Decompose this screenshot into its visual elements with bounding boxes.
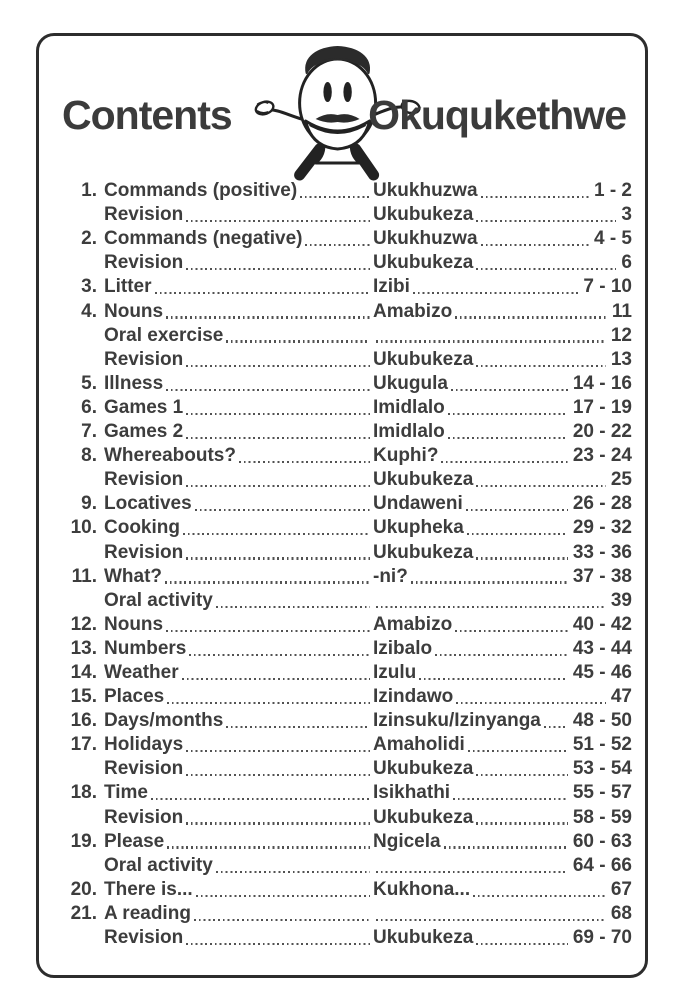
- dot-leader: [435, 654, 568, 656]
- row-page-range: 51 - 52: [572, 734, 632, 756]
- row-zulu: Izibi: [373, 276, 410, 298]
- dot-leader: [476, 774, 568, 776]
- row-number: 18.: [70, 782, 97, 804]
- row-number: 7.: [81, 421, 97, 443]
- row-number: 8.: [81, 445, 97, 467]
- dot-leader: [165, 581, 370, 583]
- toc-row: [59, 444, 632, 468]
- row-page-range: 26 - 28: [572, 493, 632, 515]
- row-title: Oral activity: [104, 854, 213, 876]
- row-page-range: 3: [621, 204, 632, 226]
- row-title: Days/months: [104, 710, 224, 732]
- row-zulu-section: [373, 275, 632, 299]
- row-zulu-section: [373, 251, 632, 275]
- dot-leader: [216, 871, 370, 873]
- dot-leader: [476, 365, 606, 367]
- row-zulu: Izindawo: [373, 686, 454, 708]
- row-page-range: 69 - 70: [572, 927, 632, 948]
- row-zulu-section: [373, 685, 632, 709]
- dot-leader: [216, 606, 370, 608]
- row-number: 6.: [81, 396, 97, 418]
- row-zulu-section: [373, 589, 632, 613]
- row-title: Oral activity: [104, 589, 213, 611]
- toc-row: [59, 926, 632, 950]
- row-page-range: 13: [610, 348, 632, 370]
- row-title: Commands (positive): [104, 180, 298, 202]
- dot-leader: [476, 943, 568, 945]
- row-zulu-section: [373, 637, 632, 661]
- row-page-range: 7 - 10: [583, 276, 632, 298]
- row-zulu: Ukubukeza: [373, 541, 474, 563]
- row-title: Revision: [104, 469, 184, 491]
- toc-row: [59, 492, 632, 516]
- dot-leader: [305, 244, 370, 246]
- row-title: Revision: [104, 927, 184, 948]
- row-number: 9.: [81, 493, 97, 515]
- row-number: 20.: [70, 878, 97, 900]
- row-number: 14.: [70, 661, 97, 683]
- dot-leader: [476, 268, 616, 270]
- row-zulu: Amabizo: [373, 613, 453, 635]
- dot-leader: [476, 557, 568, 559]
- row-title: What?: [104, 565, 163, 587]
- row-zulu: Imidlalo: [373, 421, 445, 443]
- dot-leader: [455, 630, 568, 632]
- toc-row: [59, 902, 632, 926]
- row-number: 11.: [71, 565, 97, 587]
- row-page-range: 17 - 19: [572, 396, 632, 418]
- row-title: Games 2: [104, 421, 184, 443]
- row-page-range: 48 - 50: [572, 710, 632, 732]
- row-page-range: 60 - 63: [572, 830, 632, 852]
- toc-row: [59, 709, 632, 733]
- toc-row: [59, 251, 632, 275]
- row-zulu-section: [373, 854, 632, 878]
- row-zulu-section: [373, 781, 632, 805]
- row-zulu: Ukubukeza: [373, 204, 474, 226]
- row-number: 21.: [70, 902, 97, 924]
- toc-row: [59, 348, 632, 372]
- row-zulu: Isikhathi: [373, 782, 451, 804]
- row-page-range: 37 - 38: [572, 565, 632, 587]
- row-title: Nouns: [104, 613, 164, 635]
- row-title: Oral exercise: [104, 324, 224, 346]
- dot-leader: [376, 340, 606, 342]
- dot-leader: [186, 268, 370, 270]
- toc-row: [59, 324, 632, 348]
- dot-leader: [186, 365, 370, 367]
- dot-leader: [466, 509, 568, 511]
- row-zulu-section: [373, 709, 632, 733]
- row-title: There is...: [104, 878, 193, 900]
- dot-leader: [411, 581, 568, 583]
- row-page-range: 12: [610, 324, 632, 346]
- row-zulu-section: [373, 541, 632, 565]
- row-number: 10.: [70, 517, 97, 539]
- toc-row: [59, 854, 632, 878]
- row-zulu-section: [373, 300, 632, 324]
- row-zulu-section: [373, 468, 632, 492]
- row-title: Please: [104, 830, 165, 852]
- dot-leader: [166, 630, 370, 632]
- row-title: Holidays: [104, 734, 184, 756]
- row-number: 15.: [70, 686, 97, 708]
- toc-row: [59, 661, 632, 685]
- row-title: Cooking: [104, 517, 180, 539]
- header: [39, 36, 645, 186]
- row-page-range: 14 - 16: [572, 372, 632, 394]
- row-zulu-section: [373, 420, 632, 444]
- dot-leader: [167, 702, 370, 704]
- row-page-range: 43 - 44: [572, 637, 632, 659]
- dot-leader: [376, 919, 606, 921]
- row-zulu: Izibalo: [373, 637, 433, 659]
- row-title: Revision: [104, 348, 184, 370]
- toc-row: [59, 613, 632, 637]
- dot-leader: [376, 871, 568, 873]
- dot-leader: [167, 846, 370, 848]
- row-page-range: 67: [610, 878, 632, 900]
- dot-leader: [448, 413, 568, 415]
- row-zulu: Amaholidi: [373, 734, 465, 756]
- row-zulu: Ukukhuzwa: [373, 180, 478, 202]
- dot-leader: [186, 413, 370, 415]
- dot-leader: [182, 678, 370, 680]
- row-zulu: Ukubukeza: [373, 252, 474, 274]
- row-title: Revision: [104, 806, 184, 828]
- row-page-range: 64 - 66: [572, 854, 632, 876]
- dot-leader: [186, 557, 370, 559]
- toc-row: [59, 589, 632, 613]
- row-zulu-section: [373, 179, 632, 203]
- dot-leader: [476, 485, 606, 487]
- row-title: Illness: [104, 372, 164, 394]
- row-zulu-section: [373, 227, 632, 251]
- row-title: Weather: [104, 661, 179, 683]
- row-zulu: Izinsuku/Izinyanga: [373, 710, 541, 732]
- dot-leader: [196, 895, 370, 897]
- row-title: Whereabouts?: [104, 445, 236, 467]
- row-page-range: 29 - 32: [572, 517, 632, 539]
- dot-leader: [186, 437, 370, 439]
- dot-leader: [189, 654, 370, 656]
- row-page-range: 45 - 46: [572, 661, 632, 683]
- row-page-range: 4 - 5: [593, 228, 632, 250]
- row-zulu-section: [373, 492, 632, 516]
- row-zulu-section: [373, 613, 632, 637]
- dot-leader: [183, 533, 370, 535]
- row-page-range: 33 - 36: [572, 541, 632, 563]
- row-number: 12.: [70, 613, 97, 635]
- row-zulu-section: [373, 902, 632, 926]
- toc-row: [59, 540, 632, 564]
- row-zulu-section: [373, 926, 632, 950]
- row-page-range: 39: [610, 589, 632, 611]
- row-page-range: 55 - 57: [572, 782, 632, 804]
- toc-row: [59, 830, 632, 854]
- dot-leader: [186, 943, 370, 945]
- dot-leader: [451, 389, 568, 391]
- row-title: Revision: [104, 204, 184, 226]
- row-zulu: Ukukhuzwa: [373, 228, 478, 250]
- row-page-range: 25: [610, 469, 632, 491]
- toc-row: [59, 805, 632, 829]
- dot-leader: [300, 196, 370, 198]
- row-page-range: 58 - 59: [572, 806, 632, 828]
- dot-leader: [455, 316, 607, 318]
- page-border-frame: [36, 33, 648, 978]
- row-page-range: 23 - 24: [572, 445, 632, 467]
- dot-leader: [376, 606, 606, 608]
- row-number: 2.: [81, 228, 97, 250]
- row-zulu: Ngicela: [373, 830, 441, 852]
- dot-leader: [468, 750, 568, 752]
- row-page-range: 11: [611, 300, 632, 322]
- row-page-range: 68: [610, 902, 632, 924]
- row-zulu: Kuphi?: [373, 445, 439, 467]
- row-zulu-section: [373, 372, 632, 396]
- dot-leader: [467, 533, 568, 535]
- row-zulu-section: [373, 348, 632, 372]
- dot-leader: [186, 485, 370, 487]
- row-title: Revision: [104, 541, 184, 563]
- dot-leader: [186, 750, 370, 752]
- dot-leader: [226, 340, 370, 342]
- dot-leader: [419, 678, 568, 680]
- dot-leader: [186, 220, 370, 222]
- dot-leader: [448, 437, 568, 439]
- toc-row: [59, 275, 632, 299]
- row-zulu: Undaweni: [373, 493, 463, 515]
- dot-leader: [476, 220, 616, 222]
- row-number: 17.: [70, 734, 97, 756]
- row-zulu: Ukubukeza: [373, 927, 474, 948]
- page-title-zulu: Okuqukethwe: [368, 92, 626, 138]
- row-zulu-section: [373, 806, 632, 830]
- toc-row: [59, 420, 632, 444]
- row-zulu-section: [373, 661, 632, 685]
- toc-row: [59, 757, 632, 781]
- row-zulu: Ukugula: [373, 372, 448, 394]
- row-zulu: Amabizo: [373, 300, 453, 322]
- row-title: Revision: [104, 758, 184, 780]
- dot-leader: [453, 798, 568, 800]
- toc-row: [59, 878, 632, 902]
- dot-leader: [456, 702, 606, 704]
- row-zulu-section: [373, 444, 632, 468]
- row-number: 4.: [81, 300, 97, 322]
- row-zulu-section: [373, 396, 632, 420]
- row-title: Litter: [104, 276, 152, 298]
- dot-leader: [166, 316, 370, 318]
- dot-leader: [444, 846, 568, 848]
- row-number: 13.: [70, 637, 97, 659]
- row-title: A reading: [104, 902, 191, 924]
- left-hand: [254, 100, 275, 117]
- row-zulu-section: [373, 324, 632, 348]
- row-zulu-section: [373, 733, 632, 757]
- row-zulu: Ukubukeza: [373, 469, 474, 491]
- dot-leader: [473, 895, 606, 897]
- row-title: Revision: [104, 252, 184, 274]
- toc-row: [59, 227, 632, 251]
- dot-leader: [194, 919, 370, 921]
- dot-leader: [186, 822, 370, 824]
- row-title: Locatives: [104, 493, 192, 515]
- row-zulu-section: [373, 878, 632, 902]
- row-title: Places: [104, 686, 165, 708]
- row-title: Numbers: [104, 637, 187, 659]
- toc-row: [59, 565, 632, 589]
- dot-leader: [186, 774, 370, 776]
- toc-row: [59, 516, 632, 540]
- toc-row: [59, 203, 632, 227]
- dot-leader: [441, 461, 567, 463]
- row-zulu-section: [373, 516, 632, 540]
- dot-leader: [239, 461, 370, 463]
- toc-row: [59, 685, 632, 709]
- dot-leader: [413, 292, 578, 294]
- toc-row: [59, 299, 632, 323]
- toc-list: [59, 179, 632, 950]
- row-title: Time: [104, 782, 149, 804]
- row-zulu: Izulu: [373, 661, 417, 683]
- row-title: Commands (negative): [104, 228, 303, 250]
- row-zulu-section: [373, 830, 632, 854]
- dot-leader: [226, 726, 370, 728]
- dot-leader: [481, 196, 589, 198]
- row-title: Nouns: [104, 300, 164, 322]
- row-zulu-section: [373, 565, 632, 589]
- dot-leader: [481, 244, 589, 246]
- dot-leader: [476, 822, 568, 824]
- row-page-range: 40 - 42: [572, 613, 632, 635]
- row-zulu: Ukubukeza: [373, 806, 474, 828]
- row-number: 1.: [81, 180, 97, 202]
- row-number: 19.: [70, 830, 97, 852]
- toc-row: [59, 637, 632, 661]
- row-zulu: Ukubukeza: [373, 348, 474, 370]
- toc-row: [59, 733, 632, 757]
- row-page-range: 1 - 2: [593, 180, 632, 202]
- row-zulu: Kukhona...: [373, 878, 471, 900]
- dot-leader: [195, 509, 370, 511]
- toc-row: [59, 396, 632, 420]
- row-page-range: 53 - 54: [572, 758, 632, 780]
- row-zulu-section: [373, 757, 632, 781]
- page-title-english: Contents: [62, 92, 232, 138]
- row-zulu-section: [373, 203, 632, 227]
- row-page-range: 20 - 22: [572, 421, 632, 443]
- row-number: 3.: [81, 276, 97, 298]
- dot-leader: [544, 726, 568, 728]
- dot-leader: [151, 798, 370, 800]
- toc-row: [59, 372, 632, 396]
- toc-row: [59, 179, 632, 203]
- toc-row: [59, 781, 632, 805]
- row-zulu: Ukubukeza: [373, 758, 474, 780]
- row-zulu: Imidlalo: [373, 396, 445, 418]
- row-title: Games 1: [104, 396, 184, 418]
- row-page-range: 47: [610, 686, 632, 708]
- row-zulu: Ukupheka: [373, 517, 464, 539]
- row-zulu: -ni?: [373, 565, 408, 587]
- row-number: 5.: [81, 372, 97, 394]
- toc-row: [59, 468, 632, 492]
- dot-leader: [155, 292, 371, 294]
- dot-leader: [166, 389, 370, 391]
- row-page-range: 6: [621, 252, 632, 274]
- row-number: 16.: [70, 710, 97, 732]
